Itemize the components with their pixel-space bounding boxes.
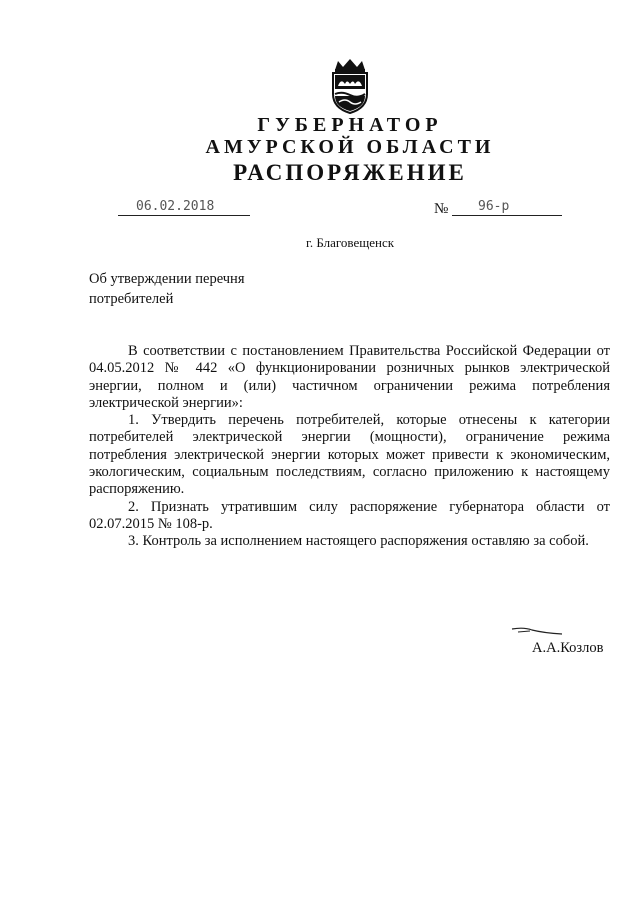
document-type-title: РАСПОРЯЖЕНИЕ bbox=[233, 160, 467, 185]
number-sign: № bbox=[434, 201, 449, 217]
date-underline bbox=[118, 215, 250, 216]
body-paragraph-preamble: В соответствии с постановлением Правительства Российской Федерации от 04.05.2012 № 442 «О функционировании розничных рынков электрической энергии, полном и (или) частичном ограничении режима потребления электрической энергии»: bbox=[89, 343, 610, 411]
signature-mark bbox=[510, 624, 570, 638]
body-paragraph-item-2: 2. Признать утратившим силу распоряжение губернатора области от 02.07.2015 № 108-р. bbox=[89, 498, 610, 532]
city-label: г. Благовещенск bbox=[305, 235, 395, 250]
document-number: 96-р bbox=[478, 199, 510, 214]
coat-of-arms-icon bbox=[325, 58, 375, 114]
header-title-governor: ГУБЕРНАТОР bbox=[257, 114, 443, 136]
number-underline bbox=[452, 215, 562, 216]
body-paragraph-item-3: 3. Контроль за исполнением настоящего распоряжения оставляю за собой. bbox=[128, 533, 589, 550]
document-body bbox=[89, 343, 610, 551]
body-paragraph-item-1: 1. Утвердить перечень потребителей, которые отнесены к категории потребителей электрической энергии (мощности), ограничение режима потребления электрической энергии которых может привести к экономическим, экологическим, социальным последствиям, согласно приложению к настоящему распоряжению. bbox=[89, 412, 610, 498]
document-date: 06.02.2018 bbox=[136, 199, 215, 214]
signer-name: А.А.Козлов bbox=[532, 640, 604, 656]
header-title-region: АМУРСКОЙ ОБЛАСТИ bbox=[205, 136, 495, 158]
document-subject: Об утверждении перечня потребителей bbox=[89, 271, 245, 307]
